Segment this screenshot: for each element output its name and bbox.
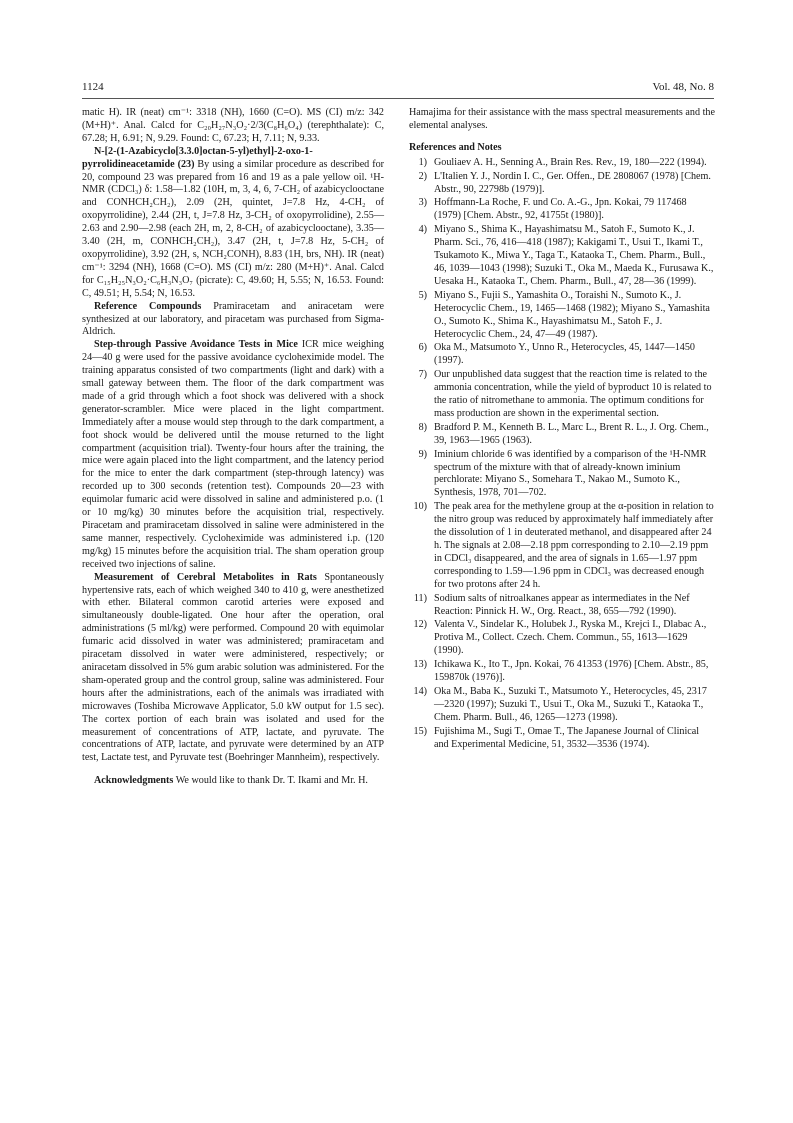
reference-number: 3) xyxy=(418,197,427,209)
compound-23-body: By using a similar procedure as described for 20, compound 23 was prepared from 16 and 19 as a pale yellow oil. ¹H-NMR (CDCl₃) δ: 1.58—1.82 (10H, m, 3, 4, 6, 7-CH₂ of azabicyclooctane and CONHCH₂CH₂), 2.09 (2H, quintet, J=7.8 Hz, 4-CH₂ of oxopyrrolidine), 2.44 (2H, t, J=7.8 Hz, 3-CH₂ of oxopyrrolidine), 2.55—2.63 and 2.90—2.98 (each 2H, m, 2, 8-CH₂ of azabicyclooctane), 3.35—3.40 (2H, m, CONHCH₂CH₂), 3.47 (2H, t, J=7.8 Hz, 5-CH₂ of oxopyrrolidine), 3.92 (2H, s, NCH₂CONH), 8.83 (1H, brs, NH). IR (neat) cm⁻¹: 3294 (NH), 1668 (C=O). MS (CI) m/z: 280 (M+H)⁺. Anal. Calcd for C₁₅H₂₅N₃O₂·C₆H₃N₃O₇ (picrate): C, 49.60; H, 5.55; N, 16.53. Found: C, 49.51; H, 5.54; N, 16.53. xyxy=(82,158,385,299)
reference-item xyxy=(409,171,715,197)
reference-compounds-body: Pramiracetam and aniracetam were synthesized at our laboratory, and piracetam was purchased from Sigma-Aldrich. xyxy=(82,300,384,338)
reference-item xyxy=(409,619,715,658)
compound-23-title: N-[2-(1-Azabicyclo[3.3.0]octan-5-yl)ethyl]-2-oxo-1-pyrrolidineacetamide (23) xyxy=(82,145,313,170)
reference-number: 4) xyxy=(418,224,427,236)
reference-text: Oka M., Matsumoto Y., Unno R., Heterocycles, 45, 1447—1450 (1997). xyxy=(434,342,695,367)
acknowledgments-title: Acknowledgments xyxy=(94,775,174,787)
journal-volume: Vol. 48, No. 8 xyxy=(652,81,714,93)
reference-text: Hoffmann-La Roche, F. und Co. A.-G., Jpn. Kokai, 79 117468 (1979) [Chem. Abstr., 92, 41755t (1980)]. xyxy=(434,197,687,222)
compound-data-paragraph: matic H). IR (neat) cm⁻¹: 3318 (NH), 1660 (C=O). MS (CI) m/z: 342 (M+H)⁺. Anal. Calcd for C₂₀H₂₇N₃O₂·2/3(C₈H₆O₄) (terephthalate): C, 67.28; H, 6.91; N, 9.29. Found: C, 67.23; H, 7.11; N, 9.33. xyxy=(82,107,384,144)
reference-item xyxy=(409,369,715,421)
reference-number: 7) xyxy=(418,369,427,381)
reference-text: Bradford P. M., Kenneth B. L., Marc L., Brent R. L., J. Org. Chem., 39, 1963—1965 (1963). xyxy=(434,421,709,446)
reference-number: 11) xyxy=(413,592,427,604)
reference-number: 15) xyxy=(413,725,427,737)
header-rule xyxy=(82,98,714,99)
avoidance-tests-body: ICR mice weighing 24—40 g were used for the passive avoidance cycloheximide model. The training apparatus consisted of two compartments (light and dark) with a small gateway between them. The floor of the dark compartment was made of a grid through which a foot shock was delivered with a shock generator-scrambler. Mice were placed in the light compartment. Immediately after a mouse would step through to the dark compartment, a foot shock would be delivered until the mouse returned to the light compartment (acquisition trial). Twenty-four hours after the training, the mice were again placed into the light compartment, and the latency period for the mice to enter the dark compartment (step-through latency) was recorded up to 300 seconds (retention test). Compounds 20—23 with equimolar fumaric acid were dissolved in saline and administered p.o. (1 or 10 mg/kg) 30 minutes before the acquisition trial, respectively. Piracetam and pramiracetam dissolved in saline were administered in the same manner, respectively. Cycloheximide was administered i.p. (120 mg/kg) 15 minutes before the acquisition trial. The sham operation group received two injections of saline. xyxy=(82,339,384,570)
reference-item xyxy=(409,501,715,591)
right-column xyxy=(409,107,715,753)
reference-number: 5) xyxy=(418,289,427,301)
reference-compounds-paragraph xyxy=(82,301,384,340)
reference-item xyxy=(409,157,715,170)
acknowledgments-paragraph xyxy=(82,775,384,788)
reference-number: 10) xyxy=(413,501,427,513)
cerebral-metabolites-title: Measurement of Cerebral Metabolites in Rats xyxy=(94,571,317,583)
reference-number: 8) xyxy=(418,421,427,433)
reference-item xyxy=(409,593,715,619)
acknowledgments-body: We would like to thank Dr. T. Ikami and Mr. H. xyxy=(175,775,368,787)
reference-number: 6) xyxy=(418,342,427,354)
cerebral-metabolites-paragraph xyxy=(82,572,384,766)
reference-text: Miyano S., Shima K., Hayashimatsu M., Satoh F., Sumoto K., J. Pharm. Sci., 76, 416—418 (1987); Kakigami T., Usui T., Ikami T., Tsukamoto K., Miwa Y., Taga T., Kataoka T., Chem. Pharm., Bull., 46, 1039—1043 (1998); Suzuki T., Oka M., Maeda K., Furusawa K., Uesaka H., Kataoka T., Chem. Pharm., Bull., 47, 28—36 (1999). xyxy=(434,224,714,287)
reference-item xyxy=(409,224,715,289)
acknowledgments-continued: Hamajima for their assistance with the mass spectral measurements and the elemental analyses. xyxy=(409,107,715,131)
reference-text: Fujishima M., Sugi T., Omae T., The Japanese Journal of Clinical and Experimental Medicine, 51, 3532—3536 (1974). xyxy=(434,725,700,750)
cerebral-metabolites-body: Spontaneously hypertensive rats, each of which weighed 340 to 410 g, were anesthetized with ether. Bilateral common carotid arteries were exposed and simultaneously double-ligated. One hour after the operation, oral administrations (5 ml/kg) were performed. Compound 20 with equimolar fumaric acid dissolved in water was administered; pramiracetam and piracetam dissolved in water were administered, respectively; or aniracetam dissolved in 5% gum arabic solution was administered. For the sham-operated group and the control group, saline was administered. Four hours after the administrations, each of the animals was irradiated with microwaves (Toshiba Microwave Applicator, 5.0 kW output for 1.5 sec). The cortex portion of each brain was isolated and used for the measurement of concentrations of ATP, lactate, and pyruvate. The concentrations of ATP, lactate, and pyruvate were determined by an ATP test, Lactate test, and Pyruvate test (Boehringer Mannheim), respectively. xyxy=(82,571,384,764)
reference-item xyxy=(409,686,715,725)
reference-number: 9) xyxy=(418,448,427,460)
reference-compounds-title: Reference Compounds xyxy=(94,300,202,312)
reference-text: L'Italien Y. J., Nordin I. C., Ger. Offen., DE 2808067 (1978) [Chem. Abstr., 90, 22798b (1979)]. xyxy=(434,170,711,195)
reference-number: 12) xyxy=(413,619,427,631)
reference-item xyxy=(409,422,715,448)
reference-item xyxy=(409,659,715,685)
reference-item xyxy=(409,342,715,368)
reference-text: Gouliaev A. H., Senning A., Brain Res. Rev., 19, 180—222 (1994). xyxy=(434,156,707,168)
reference-item xyxy=(409,197,715,223)
reference-number: 14) xyxy=(413,685,427,697)
reference-text: Ichikawa K., Ito T., Jpn. Kokai, 76 41353 (1976) [Chem. Abstr., 85, 159870k (1976)]. xyxy=(434,659,709,684)
page-number: 1124 xyxy=(82,81,104,93)
reference-text: Iminium chloride 6 was identified by a comparison of the ¹H-NMR spectrum of the mixture with that of already-known iminium perchlorate: Miyano S., Somehara T., Nakao M., Sumoto K., Synthesis, 1978, 701—702. xyxy=(434,448,707,499)
avoidance-tests-paragraph xyxy=(82,339,384,571)
compound-23-paragraph xyxy=(82,146,384,301)
reference-item xyxy=(409,726,715,752)
reference-text: Valenta V., Sindelar K., Holubek J., Ryska M., Krejci I., Dlabac A., Protiva M., Collect. Czech. Chem. Commun., 55, 1613—1629 (1990). xyxy=(434,619,707,657)
left-column xyxy=(82,107,384,788)
reference-text: Oka M., Baba K., Suzuki T., Matsumoto Y., Heterocycles, 45, 2317—2320 (1997); Suzuki T., Usui T., Oka M., Suzuki T., Kataoka T., Chem. Pharm. Bull., 46, 1265—1273 (1998). xyxy=(434,685,707,723)
reference-item xyxy=(409,449,715,501)
reference-text: The peak area for the methylene group at the α-position in relation to the nitro group was reduced by approximately half immediately after the dissolution of 1 in deuterated methanol, and disappeared after 24 h. The signals at 2.08—2.18 ppm corresponding to 2.10—2.19 ppm in CDCl₃ disappeared, and the area of signals in 1.65—1.97 ppm corresponding to 1.59—1.96 ppm in CDCl₃ was decreased enough for two protons after 24 h. xyxy=(434,501,714,590)
reference-number: 13) xyxy=(413,659,427,671)
reference-text: Our unpublished data suggest that the reaction time is related to the ammonia concentration, while the yield of byproduct 10 is related to the ratio of nitromethane to ammonia. The optimum conditions for mass production are shown in the experimental section. xyxy=(434,369,712,419)
reference-number: 1) xyxy=(418,156,427,168)
reference-text: Sodium salts of nitroalkanes appear as intermediates in the Nef Reaction: Pinnick H. W., Org. React., 38, 655—792 (1990). xyxy=(434,592,690,617)
avoidance-tests-title: Step-through Passive Avoidance Tests in Mice xyxy=(94,339,298,351)
reference-item xyxy=(409,290,715,342)
references-list xyxy=(409,157,715,752)
reference-text: Miyano S., Fujii S., Yamashita O., Toraishi N., Sumoto K., J. Heterocyclic Chem., 19, 1465—1468 (1982); Miyano S., Yamashita O., Sumoto K., Shima K., Hayashimatsu M., Satoh F., J. Heterocyclic Chem., 24, 47—49 (1987). xyxy=(434,289,710,340)
references-heading: References and Notes xyxy=(409,141,502,153)
reference-number: 2) xyxy=(418,170,427,182)
